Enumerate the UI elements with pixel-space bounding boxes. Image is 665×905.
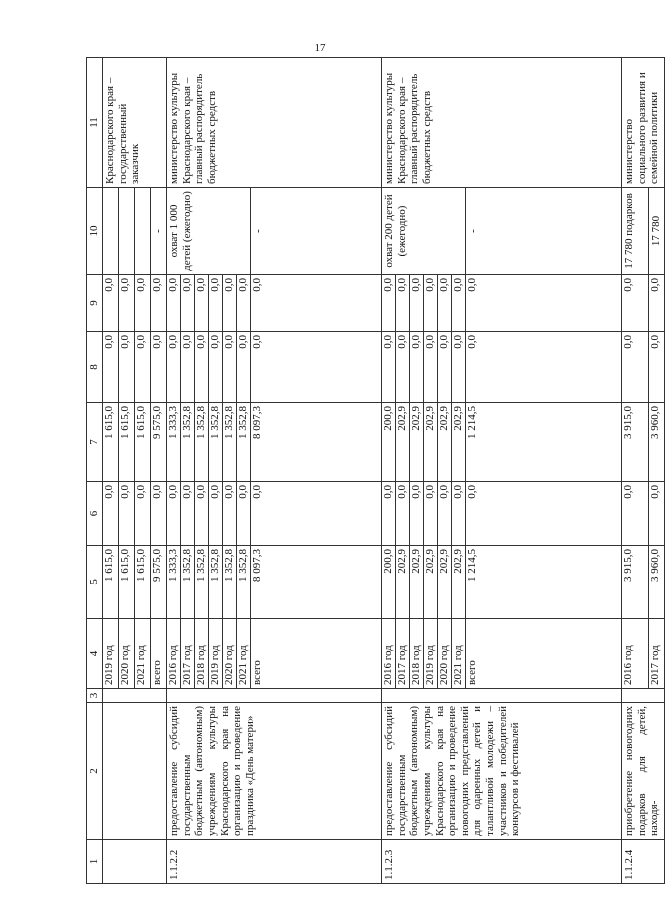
federal-amount: 0,0 bbox=[103, 482, 119, 546]
extra-amount: 0,0 bbox=[223, 275, 237, 332]
extra-amount: 0,0 bbox=[103, 275, 119, 332]
total-amount: 1 352,8 bbox=[223, 546, 237, 619]
column-number: 10 bbox=[87, 188, 103, 275]
extra-amount: 0,0 bbox=[452, 275, 466, 332]
extra-amount: 0,0 bbox=[251, 275, 382, 332]
year-cell: 2016 год bbox=[622, 619, 649, 689]
status-cell bbox=[622, 689, 665, 703]
extra-amount: 0,0 bbox=[424, 275, 438, 332]
activity-name bbox=[103, 703, 167, 840]
regional-amount: 3 960,0 bbox=[649, 403, 665, 482]
column-number: 2 bbox=[87, 703, 103, 840]
total-amount: 202,9 bbox=[438, 546, 452, 619]
column-number: 7 bbox=[87, 403, 103, 482]
regional-amount: 3 915,0 bbox=[622, 403, 649, 482]
federal-amount: 0,0 bbox=[396, 482, 410, 546]
year-cell: 2020 год bbox=[223, 619, 237, 689]
year-cell: 2017 год bbox=[396, 619, 410, 689]
total-amount: 3 915,0 bbox=[622, 546, 649, 619]
federal-amount: 0,0 bbox=[119, 482, 135, 546]
column-number: 5 bbox=[87, 546, 103, 619]
federal-amount: 0,0 bbox=[382, 482, 396, 546]
local-amount: 0,0 bbox=[167, 332, 181, 403]
year-cell: 2019 год bbox=[209, 619, 223, 689]
rotated-table-wrapper bbox=[86, 58, 662, 884]
executor-cell: министерство культуры Краснодарского края – главный распорядитель бюджетных средств bbox=[382, 58, 622, 188]
indicator-cell bbox=[135, 188, 151, 275]
status-cell bbox=[382, 689, 622, 703]
extra-amount: 0,0 bbox=[195, 275, 209, 332]
extra-amount: 0,0 bbox=[410, 275, 424, 332]
local-amount: 0,0 bbox=[251, 332, 382, 403]
activity-name: предоставление субсидий государственным бюджетным (автономным) учреждениям культуры Краснодарского края на организацию и проведение новогодних представлений для одаренных детей и талантливой молодежи – участников и победителей конкурсов и фестивалей bbox=[382, 703, 622, 840]
year-cell: 2018 год bbox=[410, 619, 424, 689]
federal-amount: 0,0 bbox=[237, 482, 251, 546]
local-amount: 0,0 bbox=[181, 332, 195, 403]
total-amount: 1 352,8 bbox=[209, 546, 223, 619]
activity-code: 1.1.2.2 bbox=[167, 840, 382, 884]
executor-cell: Краснодарского края – государственный заказчик bbox=[103, 58, 167, 188]
program-activities-table bbox=[86, 57, 665, 884]
local-amount: 0,0 bbox=[209, 332, 223, 403]
federal-amount: 0,0 bbox=[195, 482, 209, 546]
column-number: 4 bbox=[87, 619, 103, 689]
year-cell: 2021 год bbox=[135, 619, 151, 689]
column-number: 3 bbox=[87, 689, 103, 703]
extra-amount: 0,0 bbox=[438, 275, 452, 332]
year-cell: 2019 год bbox=[103, 619, 119, 689]
total-amount: 202,9 bbox=[396, 546, 410, 619]
federal-amount: 0,0 bbox=[649, 482, 665, 546]
column-number: 1 bbox=[87, 840, 103, 884]
indicator-total: - bbox=[251, 188, 382, 275]
local-amount: 0,0 bbox=[382, 332, 396, 403]
regional-amount: 1 352,8 bbox=[223, 403, 237, 482]
regional-amount: 8 097,3 bbox=[251, 403, 382, 482]
year-cell: всего bbox=[251, 619, 382, 689]
federal-amount: 0,0 bbox=[622, 482, 649, 546]
extra-amount: 0,0 bbox=[622, 275, 649, 332]
year-cell: 2021 год bbox=[237, 619, 251, 689]
year-cell: 2021 год bbox=[452, 619, 466, 689]
extra-amount: 0,0 bbox=[396, 275, 410, 332]
local-amount: 0,0 bbox=[396, 332, 410, 403]
federal-amount: 0,0 bbox=[135, 482, 151, 546]
regional-amount: 1 352,8 bbox=[209, 403, 223, 482]
federal-amount: 0,0 bbox=[167, 482, 181, 546]
federal-amount: 0,0 bbox=[438, 482, 452, 546]
year-cell: всего bbox=[466, 619, 622, 689]
extra-amount: 0,0 bbox=[649, 275, 665, 332]
regional-amount: 200,0 bbox=[382, 403, 396, 482]
regional-amount: 1 352,8 bbox=[237, 403, 251, 482]
regional-amount: 202,9 bbox=[438, 403, 452, 482]
extra-amount: 0,0 bbox=[167, 275, 181, 332]
total-amount: 1 615,0 bbox=[103, 546, 119, 619]
total-amount: 1 352,8 bbox=[237, 546, 251, 619]
local-amount: 0,0 bbox=[151, 332, 167, 403]
activity-name: предоставление субсидий государственным бюджетным (автономным) учреждениям культуры Краснодарского края на организацию и проведение праздника «День матери» bbox=[167, 703, 382, 840]
indicator-cell: охват 1 000 детей (ежегодно) bbox=[167, 188, 251, 275]
table-row bbox=[382, 58, 396, 884]
year-cell: 2020 год bbox=[119, 619, 135, 689]
extra-amount: 0,0 bbox=[237, 275, 251, 332]
total-amount: 1 333,3 bbox=[167, 546, 181, 619]
regional-amount: 1 615,0 bbox=[135, 403, 151, 482]
regional-amount: 1 352,8 bbox=[195, 403, 209, 482]
extra-amount: 0,0 bbox=[382, 275, 396, 332]
total-amount: 202,9 bbox=[452, 546, 466, 619]
table-row bbox=[103, 58, 119, 884]
extra-amount: 0,0 bbox=[119, 275, 135, 332]
extra-amount: 0,0 bbox=[466, 275, 622, 332]
indicator-cell: 17 780 bbox=[649, 188, 665, 275]
indicator-cell bbox=[103, 188, 119, 275]
year-cell: 2016 год bbox=[382, 619, 396, 689]
regional-amount: 202,9 bbox=[396, 403, 410, 482]
extra-amount: 0,0 bbox=[151, 275, 167, 332]
year-cell: 2019 год bbox=[424, 619, 438, 689]
extra-amount: 0,0 bbox=[209, 275, 223, 332]
local-amount: 0,0 bbox=[438, 332, 452, 403]
indicator-cell bbox=[119, 188, 135, 275]
local-amount: 0,0 bbox=[410, 332, 424, 403]
federal-amount: 0,0 bbox=[466, 482, 622, 546]
local-amount: 0,0 bbox=[135, 332, 151, 403]
local-amount: 0,0 bbox=[466, 332, 622, 403]
table-row bbox=[167, 58, 181, 884]
indicator-cell: охват 200 детей (ежегодно) bbox=[382, 188, 466, 275]
year-cell: 2017 год bbox=[181, 619, 195, 689]
column-number: 9 bbox=[87, 275, 103, 332]
local-amount: 0,0 bbox=[195, 332, 209, 403]
local-amount: 0,0 bbox=[119, 332, 135, 403]
federal-amount: 0,0 bbox=[424, 482, 438, 546]
federal-amount: 0,0 bbox=[452, 482, 466, 546]
regional-amount: 1 333,3 bbox=[167, 403, 181, 482]
extra-amount: 0,0 bbox=[181, 275, 195, 332]
extra-amount: 0,0 bbox=[135, 275, 151, 332]
activity-name: приобретение новогодних подарков для детей, находя- bbox=[622, 703, 665, 840]
regional-amount: 9 575,0 bbox=[151, 403, 167, 482]
indicator-total: - bbox=[466, 188, 622, 275]
regional-amount: 1 615,0 bbox=[119, 403, 135, 482]
indicator-cell: 17 780 подарков bbox=[622, 188, 649, 275]
total-amount: 200,0 bbox=[382, 546, 396, 619]
local-amount: 0,0 bbox=[424, 332, 438, 403]
total-amount: 8 097,3 bbox=[251, 546, 382, 619]
total-amount: 202,9 bbox=[424, 546, 438, 619]
page-number: 17 bbox=[314, 42, 326, 54]
column-numbers-row bbox=[87, 58, 103, 884]
table-row bbox=[622, 58, 649, 884]
year-cell: 2016 год bbox=[167, 619, 181, 689]
total-amount: 202,9 bbox=[410, 546, 424, 619]
activity-code bbox=[103, 840, 167, 884]
executor-cell: министерство культуры Краснодарского края – главный распорядитель бюджетных средств bbox=[167, 58, 382, 188]
activity-code: 1.1.2.4 bbox=[622, 840, 665, 884]
regional-amount: 202,9 bbox=[452, 403, 466, 482]
total-amount: 1 615,0 bbox=[135, 546, 151, 619]
total-amount: 9 575,0 bbox=[151, 546, 167, 619]
total-amount: 1 352,8 bbox=[181, 546, 195, 619]
regional-amount: 202,9 bbox=[424, 403, 438, 482]
federal-amount: 0,0 bbox=[181, 482, 195, 546]
federal-amount: 0,0 bbox=[410, 482, 424, 546]
regional-amount: 1 214,5 bbox=[466, 403, 622, 482]
year-cell: всего bbox=[151, 619, 167, 689]
total-amount: 1 615,0 bbox=[119, 546, 135, 619]
local-amount: 0,0 bbox=[622, 332, 649, 403]
column-number: 6 bbox=[87, 482, 103, 546]
local-amount: 0,0 bbox=[237, 332, 251, 403]
year-cell: 2020 год bbox=[438, 619, 452, 689]
year-cell: 2018 год bbox=[195, 619, 209, 689]
local-amount: 0,0 bbox=[649, 332, 665, 403]
column-number: 11 bbox=[87, 58, 103, 188]
regional-amount: 202,9 bbox=[410, 403, 424, 482]
total-amount: 1 352,8 bbox=[195, 546, 209, 619]
local-amount: 0,0 bbox=[452, 332, 466, 403]
federal-amount: 0,0 bbox=[223, 482, 237, 546]
activity-code: 1.1.2.3 bbox=[382, 840, 622, 884]
indicator-cell: - bbox=[151, 188, 167, 275]
federal-amount: 0,0 bbox=[151, 482, 167, 546]
column-number: 8 bbox=[87, 332, 103, 403]
status-cell bbox=[103, 689, 167, 703]
regional-amount: 1 615,0 bbox=[103, 403, 119, 482]
status-cell bbox=[167, 689, 382, 703]
regional-amount: 1 352,8 bbox=[181, 403, 195, 482]
federal-amount: 0,0 bbox=[209, 482, 223, 546]
total-amount: 1 214,5 bbox=[466, 546, 622, 619]
local-amount: 0,0 bbox=[223, 332, 237, 403]
year-cell: 2017 год bbox=[649, 619, 665, 689]
local-amount: 0,0 bbox=[103, 332, 119, 403]
executor-cell: министерство социального развития и семейной политики bbox=[622, 58, 665, 188]
total-amount: 3 960,0 bbox=[649, 546, 665, 619]
federal-amount: 0,0 bbox=[251, 482, 382, 546]
